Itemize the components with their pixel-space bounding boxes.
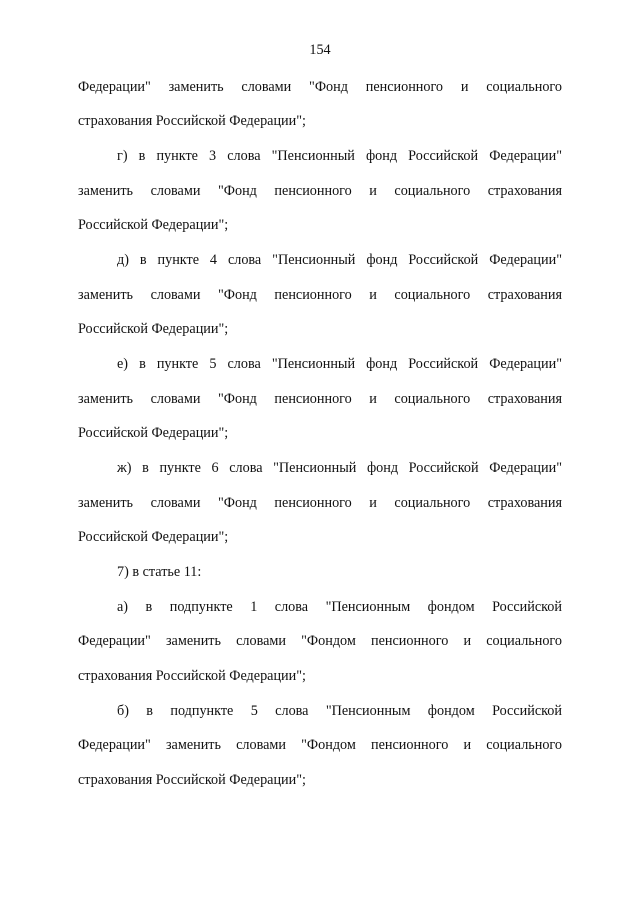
text-line: заменить словами "Фонд пенсионного и социального страхования xyxy=(78,391,562,407)
page-number: 154 xyxy=(309,42,331,58)
text-line: заменить словами "Фонд пенсионного и социального страхования xyxy=(78,183,562,199)
text-line: Российской Федерации"; xyxy=(78,425,229,441)
text-line: 7) в статье 11: xyxy=(117,564,202,580)
text-line: а) в подпункте 1 слова "Пенсионным фондом Российской xyxy=(117,599,562,615)
text-line: Российской Федерации"; xyxy=(78,217,229,233)
text-line: заменить словами "Фонд пенсионного и социального страхования xyxy=(78,287,562,303)
text-line: заменить словами "Фонд пенсионного и социального страхования xyxy=(78,495,562,511)
text-line: ж) в пункте 6 слова "Пенсионный фонд Российской Федерации" xyxy=(117,460,562,476)
text-line: е) в пункте 5 слова "Пенсионный фонд Российской Федерации" xyxy=(117,356,562,372)
text-line: г) в пункте 3 слова "Пенсионный фонд Российской Федерации" xyxy=(117,148,562,164)
text-line: страхования Российской Федерации"; xyxy=(78,772,306,788)
text-line: д) в пункте 4 слова "Пенсионный фонд Российской Федерации" xyxy=(117,252,562,268)
text-line: б) в подпункте 5 слова "Пенсионным фондом Российской xyxy=(117,703,562,719)
text-line: Российской Федерации"; xyxy=(78,529,229,545)
text-line: страхования Российской Федерации"; xyxy=(78,113,306,129)
text-line: Федерации" заменить словами "Фондом пенсионного и социального xyxy=(78,633,562,649)
text-line: Федерации" заменить словами "Фондом пенсионного и социального xyxy=(78,737,562,753)
text-line: Федерации" заменить словами "Фонд пенсионного и социального xyxy=(78,79,562,95)
text-line: Российской Федерации"; xyxy=(78,321,229,337)
text-line: страхования Российской Федерации"; xyxy=(78,668,306,684)
